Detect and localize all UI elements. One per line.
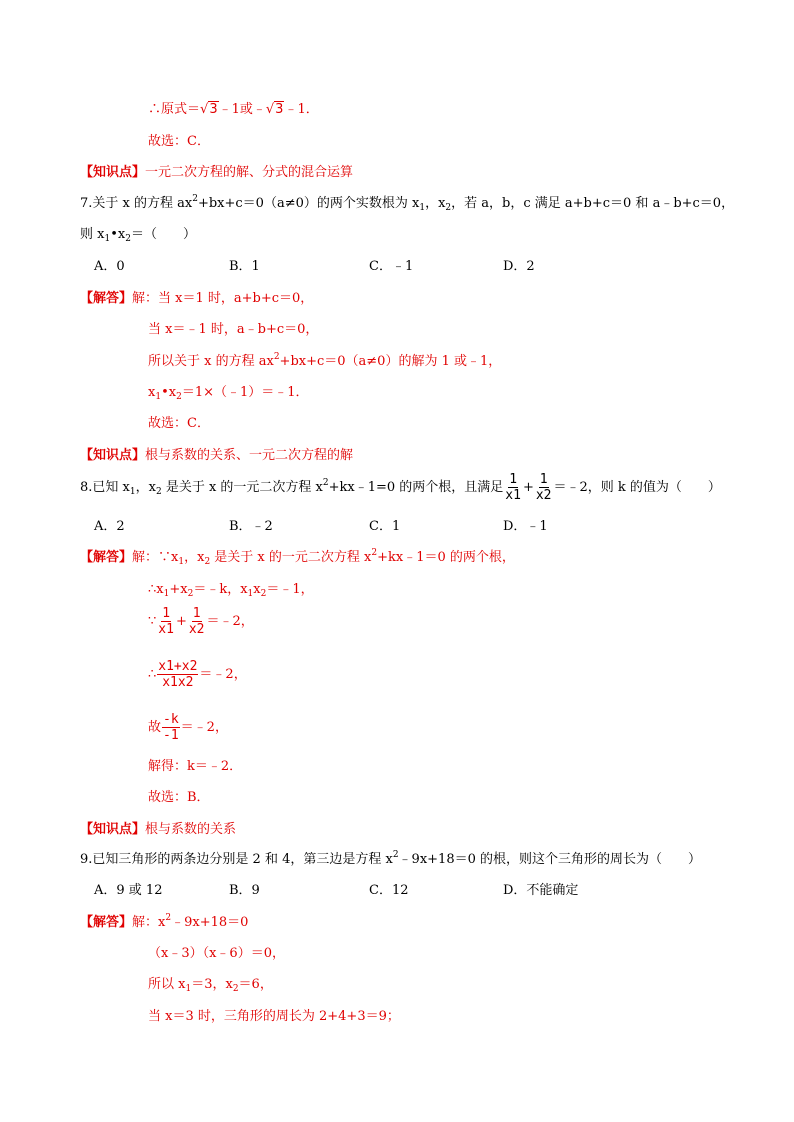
- text: 8.已知 x: [80, 480, 130, 495]
- text: 解：当 x＝1 时，a+b+c＝0，: [132, 291, 314, 306]
- knowledge-point: [80, 165, 353, 181]
- text: 是关于 x 的一元二次方程 x: [210, 550, 372, 565]
- superscript: 2: [192, 194, 198, 204]
- option-a: A．0: [94, 259, 125, 274]
- text: ﹣1或﹣: [218, 102, 266, 117]
- superscript: 2: [392, 850, 399, 860]
- subscript: 1: [247, 589, 254, 599]
- subscript: 1: [129, 487, 136, 497]
- option-d: D．2: [503, 259, 535, 274]
- knowledge-text: 根与系数的关系: [145, 822, 237, 837]
- answer-line-result: [148, 102, 319, 118]
- option-d: D．不能确定: [503, 883, 579, 898]
- denominator: -1: [163, 728, 179, 743]
- knowledge-text: 一元二次方程的解、分式的混合运算: [145, 165, 354, 180]
- text: ＝（ ）: [130, 227, 196, 242]
- subscript: 1: [163, 589, 170, 599]
- answer-7-choice: 故选：C．: [148, 416, 210, 431]
- text: +kx﹣1＝0 的两个根，: [377, 550, 515, 565]
- subscript: 1: [155, 392, 162, 402]
- answer-7-line4: [148, 385, 309, 401]
- text: ＝3，x: [191, 977, 233, 992]
- question-7-stem: [80, 196, 734, 212]
- numerator: 1: [539, 472, 548, 487]
- numerator: -k: [163, 712, 179, 727]
- text: 故: [148, 720, 162, 735]
- knowledge-point: [80, 822, 236, 838]
- answer-8-line6: 解得：k＝﹣2．: [148, 759, 243, 774]
- knowledge-tag: 【知识点】: [80, 448, 146, 463]
- text: ＝﹣2，: [199, 667, 247, 682]
- text: ∴x: [148, 582, 164, 597]
- option-c: C．1: [369, 519, 401, 534]
- subscript: 2: [187, 589, 194, 599]
- subscript: 1: [185, 984, 192, 994]
- answer-tag: 【解答】: [80, 291, 133, 306]
- text: •x: [110, 227, 126, 242]
- radicand: 3: [209, 102, 218, 117]
- knowledge-point: [80, 448, 353, 464]
- knowledge-text: 根与系数的关系、一元二次方程的解: [145, 448, 354, 463]
- question-9-stem: [80, 852, 701, 868]
- option-b: B．﹣2: [229, 519, 273, 534]
- superscript: 2: [165, 913, 172, 923]
- answer-8-choice: 故选：B．: [148, 790, 210, 805]
- text: 是关于 x 的一元二次方程 x: [161, 480, 323, 495]
- answer-8-line5: [148, 712, 228, 743]
- option-d: D．﹣1: [503, 519, 548, 534]
- denominator: x1x2: [162, 675, 194, 690]
- text: 解：∵x: [132, 550, 179, 565]
- answer-9-line4: 当 x＝3 时，三角形的周长为 2+4+3＝9；: [148, 1009, 400, 1024]
- text: 9.已知三角形的两条边分别是 2 和 4，第三边是方程 x: [80, 852, 393, 867]
- question-7-stem-line2: [80, 227, 196, 243]
- subscript: 1: [178, 557, 185, 567]
- plus-sign: +: [175, 614, 187, 629]
- text: +bx+c＝0（a≠0）的解为 1 或﹣1，: [279, 354, 502, 369]
- numerator: 1: [192, 606, 201, 621]
- denominator: x2: [535, 488, 552, 503]
- option-b: B．9: [229, 883, 260, 898]
- text: 所以关于 x 的方程 ax: [148, 354, 274, 369]
- text: ＝﹣1，: [266, 582, 314, 597]
- option-a: A．2: [94, 519, 125, 534]
- option-a: A．9 或 12: [94, 883, 163, 898]
- plus-sign: +: [522, 480, 534, 495]
- knowledge-tag: 【知识点】: [80, 165, 146, 180]
- text: ＝6，: [238, 977, 273, 992]
- superscript: 2: [371, 548, 378, 558]
- text: 7.关于 x 的方程 ax: [80, 196, 193, 211]
- text: ＝﹣2，: [180, 720, 228, 735]
- text: ﹣9x+18＝0: [171, 915, 249, 930]
- text: +kx﹣1=0 的两个根，且满足: [328, 480, 504, 495]
- knowledge-tag: 【知识点】: [80, 822, 146, 837]
- superscript: 2: [322, 478, 329, 488]
- sqrt-expression: √3: [265, 102, 284, 117]
- answer-choice: 故选：C．: [148, 134, 210, 149]
- text: ，若 a，b，c 满足 a+b+c＝0 和 a﹣b+c＝0，: [451, 196, 735, 211]
- answer-7-line3: [148, 354, 501, 370]
- text: ﹣9x+18＝0 的根，则这个三角形的周长为（ ）: [398, 852, 701, 867]
- text: ∴原式＝: [148, 102, 201, 117]
- denominator: x1: [505, 488, 521, 503]
- option-b: B．1: [229, 259, 260, 274]
- text: x: [253, 582, 261, 597]
- subscript: 2: [204, 557, 211, 567]
- subscript: 2: [155, 487, 162, 497]
- fraction: [157, 606, 175, 637]
- subscript: 2: [445, 203, 452, 213]
- answer-9-line1: [80, 915, 248, 931]
- text: ﹣1．: [284, 102, 319, 117]
- because-symbol: ∵: [148, 614, 157, 629]
- text: ＝1×（﹣1）＝﹣1．: [181, 385, 309, 400]
- option-c: C．12: [369, 883, 409, 898]
- answer-9-line3: [148, 977, 273, 993]
- sqrt-expression: √3: [200, 102, 218, 117]
- fraction: [535, 472, 553, 503]
- text: 所以 x: [148, 977, 186, 992]
- subscript: 2: [232, 984, 239, 994]
- text: ，x: [135, 480, 156, 495]
- option-c: C．﹣1: [369, 259, 414, 274]
- numerator: 1: [509, 472, 518, 487]
- subscript: 2: [125, 234, 131, 244]
- fraction: [157, 659, 198, 690]
- numerator: x1+x2: [158, 659, 198, 674]
- text: 解：x: [132, 915, 166, 930]
- answer-9-line2: （x﹣3）（x﹣6）＝0，: [148, 946, 285, 961]
- text: •x: [161, 385, 177, 400]
- radicand: 3: [275, 102, 284, 117]
- subscript: 2: [176, 392, 182, 402]
- text: ，x: [184, 550, 205, 565]
- denominator: x1: [158, 622, 174, 637]
- answer-8-line1: [80, 550, 515, 566]
- text: +bx+c＝0（a≠0）的两个实数根为 x: [197, 196, 420, 211]
- answer-7-line1: [80, 291, 313, 307]
- text: ，x: [425, 196, 446, 211]
- superscript: 2: [273, 352, 280, 362]
- text: x: [148, 385, 156, 400]
- answer-8-line2: [148, 582, 314, 598]
- answer-7-line2: 当 x＝﹣1 时，a﹣b+c＝0，: [148, 322, 319, 337]
- numerator: 1: [162, 606, 171, 621]
- text: +x: [169, 582, 188, 597]
- subscript: 1: [104, 234, 111, 244]
- fraction: [188, 606, 206, 637]
- answer-tag: 【解答】: [80, 550, 133, 565]
- text: ＝﹣2，则 k 的值为（ ）: [553, 480, 721, 495]
- fraction: [162, 712, 180, 743]
- text: ＝﹣k，x: [193, 582, 248, 597]
- answer-tag: 【解答】: [80, 915, 133, 930]
- fraction: [504, 472, 522, 503]
- answer-8-line3: [148, 606, 254, 637]
- answer-8-line4: [148, 659, 247, 690]
- therefore-symbol: ∴: [148, 667, 157, 682]
- subscript: 2: [260, 589, 267, 599]
- text: ＝﹣2，: [206, 614, 254, 629]
- denominator: x2: [188, 622, 205, 637]
- question-8-stem: [80, 472, 721, 503]
- subscript: 1: [419, 203, 426, 213]
- text: 则 x: [80, 227, 105, 242]
